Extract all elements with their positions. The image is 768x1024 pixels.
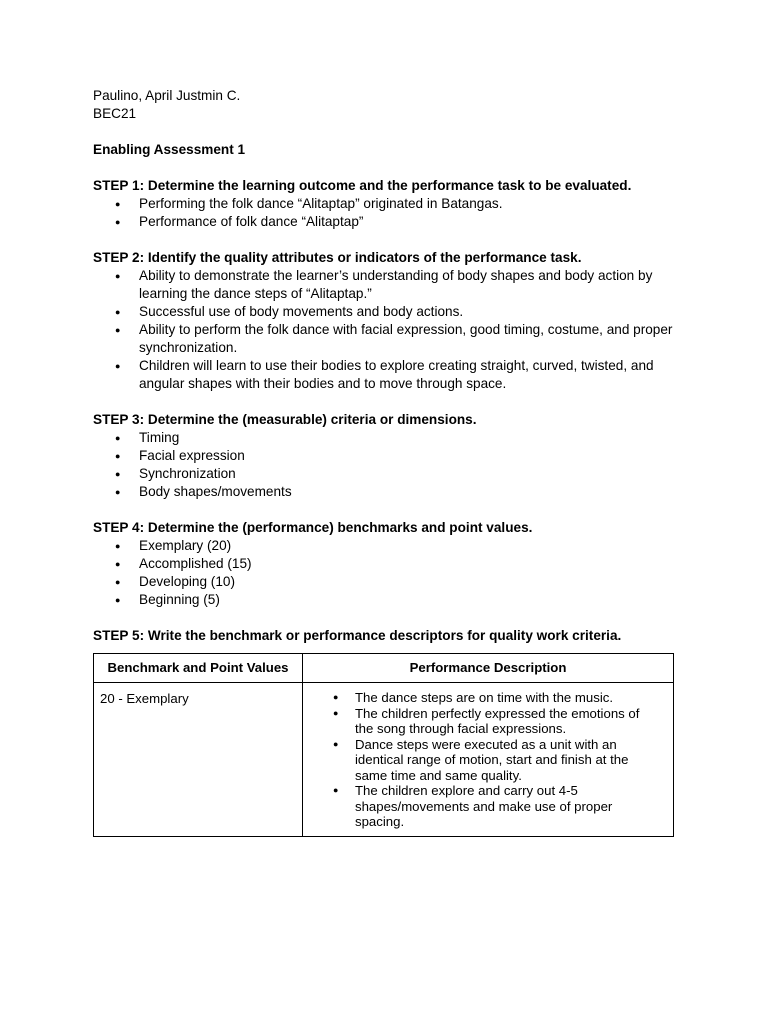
step-4-list bbox=[93, 537, 678, 609]
bullet-icon: ● bbox=[115, 541, 121, 551]
list-item: ● Exemplary (20) bbox=[115, 538, 232, 553]
step-3-heading: STEP 3: Determine the (measurable) criteria or dimensions. bbox=[93, 412, 477, 427]
column-header-benchmark: Benchmark and Point Values bbox=[94, 654, 303, 683]
step-1-list bbox=[93, 195, 678, 231]
list-item: ● Synchronization bbox=[115, 466, 236, 481]
list-item: ● Performing the folk dance “Alitaptap” originated in Batangas. bbox=[115, 196, 503, 211]
bullet-icon: ● bbox=[115, 595, 121, 605]
bullet-icon: ● bbox=[115, 577, 121, 587]
document-page bbox=[93, 87, 678, 645]
bullet-icon: ● bbox=[115, 433, 121, 443]
bullet-icon: ● bbox=[333, 738, 339, 749]
list-item: ● Developing (10) bbox=[115, 574, 235, 589]
bullet-icon: ● bbox=[115, 217, 121, 227]
bullet-icon: ● bbox=[333, 707, 339, 718]
bullet-icon: ● bbox=[115, 559, 121, 569]
step-2-list bbox=[93, 267, 678, 393]
table-row bbox=[94, 683, 674, 837]
student-name: Paulino, April Justmin C. bbox=[93, 88, 241, 103]
bullet-icon: ● bbox=[115, 307, 121, 317]
column-header-description: Performance Description bbox=[303, 654, 674, 683]
list-item: ● The children explore and carry out 4-5 shapes/movements and make use of proper spacing. bbox=[333, 783, 613, 829]
bullet-icon: ● bbox=[115, 469, 121, 479]
benchmark-cell: 20 - Exemplary bbox=[94, 683, 303, 837]
list-item: ● Ability to demonstrate the learner’s understanding of body shapes and body action by learning the dance steps of “Alitaptap.” bbox=[115, 268, 653, 301]
rubric-table bbox=[93, 653, 674, 837]
list-item: ● Facial expression bbox=[115, 448, 245, 463]
list-item: ● Beginning (5) bbox=[115, 592, 220, 607]
bullet-icon: ● bbox=[333, 692, 339, 702]
description-list bbox=[309, 690, 667, 830]
list-item: ● Body shapes/movements bbox=[115, 484, 292, 499]
bullet-icon: ● bbox=[115, 271, 121, 281]
list-item: ● The dance steps are on time with the music. bbox=[333, 690, 614, 705]
document-title: Enabling Assessment 1 bbox=[93, 142, 246, 157]
bullet-icon: ● bbox=[115, 325, 121, 335]
list-item: ● Timing bbox=[115, 430, 180, 445]
bullet-icon: ● bbox=[115, 199, 121, 209]
step-5-heading: STEP 5: Write the benchmark or performance descriptors for quality work criteria. bbox=[93, 628, 622, 643]
description-cell bbox=[303, 683, 674, 837]
bullet-icon: ● bbox=[115, 487, 121, 497]
list-item: ● Ability to perform the folk dance with facial expression, good timing, costume, and proper synchronization. bbox=[115, 322, 673, 355]
section-code: BEC21 bbox=[93, 106, 137, 121]
list-item: ● The children perfectly expressed the emotions of the song through facial expressions. bbox=[333, 705, 640, 736]
table-header-row bbox=[94, 654, 674, 683]
list-item: ● Successful use of body movements and body actions. bbox=[115, 304, 464, 319]
list-item: ● Performance of folk dance “Alitaptap” bbox=[115, 214, 364, 229]
list-item: ● Dance steps were executed as a unit with an identical range of motion, start and finish at the same time and same quality. bbox=[333, 736, 629, 783]
step-1-heading: STEP 1: Determine the learning outcome and the performance task to be evaluated. bbox=[93, 178, 632, 193]
bullet-icon: ● bbox=[115, 451, 121, 461]
bullet-icon: ● bbox=[115, 361, 121, 371]
list-item: ● Children will learn to use their bodies to explore creating straight, curved, twisted, and angular shapes with their bodies and to move through space. bbox=[115, 358, 654, 391]
step-4-heading: STEP 4: Determine the (performance) benchmarks and point values. bbox=[93, 520, 533, 535]
list-item: ● Accomplished (15) bbox=[115, 556, 252, 571]
step-2-heading: STEP 2: Identify the quality attributes or indicators of the performance task. bbox=[93, 250, 582, 265]
bullet-icon: ● bbox=[333, 785, 339, 795]
step-3-list bbox=[93, 429, 678, 501]
